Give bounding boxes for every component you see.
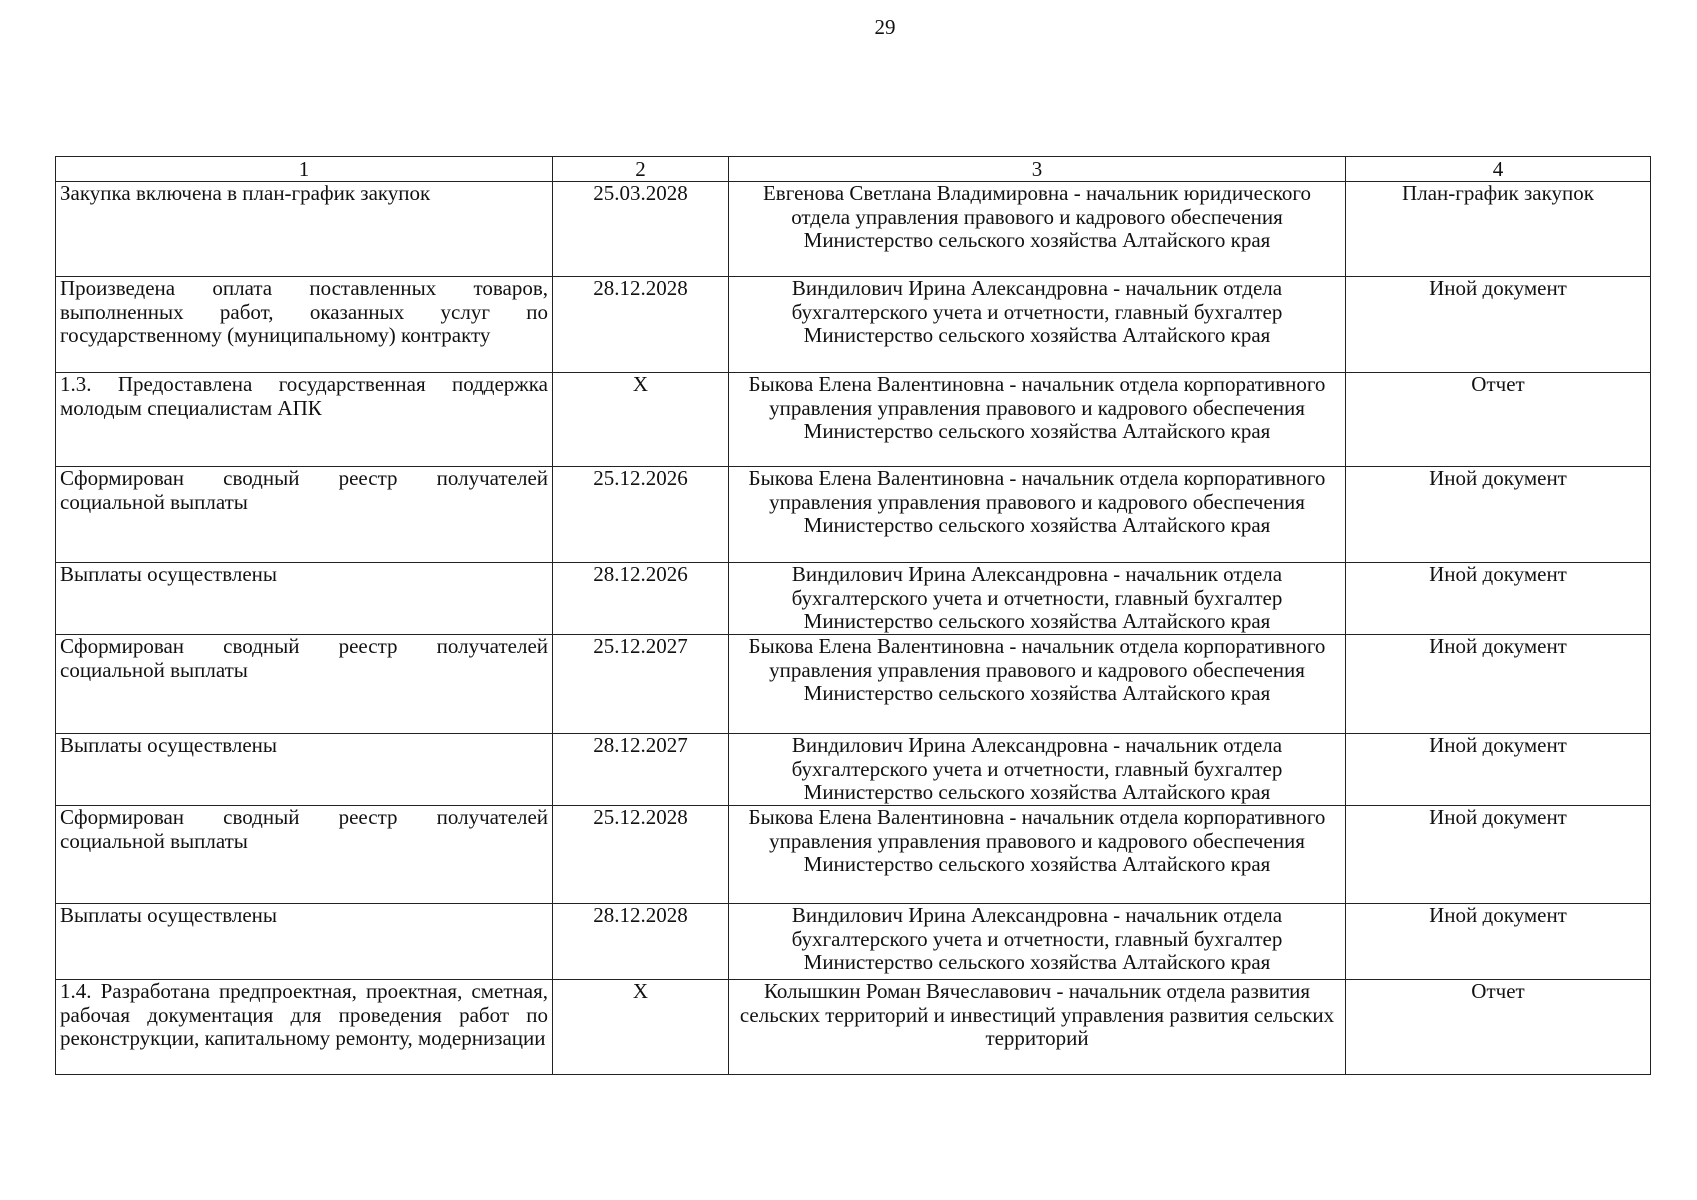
date-cell: 25.12.2026 <box>553 467 729 563</box>
date-cell: 28.12.2028 <box>553 904 729 980</box>
column-header: 3 <box>729 157 1346 182</box>
responsible-cell: Виндилович Ирина Александровна - начальник отдела бухгалтерского учета и отчетности, главный бухгалтер Министерство сельского хозяйства Алтайского края <box>729 734 1346 806</box>
date-cell: 25.12.2027 <box>553 635 729 734</box>
document-cell: Иной документ <box>1346 635 1651 734</box>
date-cell: X <box>553 980 729 1075</box>
event-cell: 1.4. Разработана предпроектная, проектная, сметная, рабочая документация для проведения работ по реконструкции, капитальному ремонту, модернизации <box>56 980 553 1075</box>
event-cell: Закупка включена в план-график закупок <box>56 182 553 277</box>
document-cell: Иной документ <box>1346 904 1651 980</box>
page-number: 29 <box>874 15 896 39</box>
document-cell: Отчет <box>1346 373 1651 467</box>
date-cell: 28.12.2028 <box>553 277 729 373</box>
document-cell: Отчет <box>1346 980 1651 1075</box>
table-header-row <box>56 157 1651 182</box>
date-cell: 28.12.2026 <box>553 563 729 635</box>
event-cell: Выплаты осуществлены <box>56 563 553 635</box>
document-cell: Иной документ <box>1346 734 1651 806</box>
date-cell: X <box>553 373 729 467</box>
document-cell: Иной документ <box>1346 277 1651 373</box>
table-row <box>56 467 1651 563</box>
responsible-cell: Виндилович Ирина Александровна - начальник отдела бухгалтерского учета и отчетности, главный бухгалтер Министерство сельского хозяйства Алтайского края <box>729 563 1346 635</box>
table-row <box>56 734 1651 806</box>
responsible-cell: Колышкин Роман Вячеславович - начальник отдела развития сельских территорий и инвестиций управления развития сельских территорий <box>729 980 1346 1075</box>
responsible-cell: Быкова Елена Валентиновна - начальник отдела корпоративного управления управления правового и кадрового обеспечения Министерство сельского хозяйства Алтайского края <box>729 373 1346 467</box>
document-cell: Иной документ <box>1346 806 1651 904</box>
responsible-cell: Быкова Елена Валентиновна - начальник отдела корпоративного управления управления правового и кадрового обеспечения Министерство сельского хозяйства Алтайского края <box>729 467 1346 563</box>
date-cell: 25.03.2028 <box>553 182 729 277</box>
responsible-cell: Виндилович Ирина Александровна - начальник отдела бухгалтерского учета и отчетности, главный бухгалтер Министерство сельского хозяйства Алтайского края <box>729 904 1346 980</box>
event-cell: Выплаты осуществлены <box>56 904 553 980</box>
event-cell: Выплаты осуществлены <box>56 734 553 806</box>
date-cell: 25.12.2028 <box>553 806 729 904</box>
document-cell: План-график закупок <box>1346 182 1651 277</box>
responsible-cell: Быкова Елена Валентиновна - начальник отдела корпоративного управления управления правового и кадрового обеспечения Министерство сельского хозяйства Алтайского края <box>729 806 1346 904</box>
table-row <box>56 563 1651 635</box>
table-row <box>56 635 1651 734</box>
event-cell: Сформирован сводный реестр получателей социальной выплаты <box>56 635 553 734</box>
responsible-cell: Евгенова Светлана Владимировна - начальник юридического отдела управления правового и кадрового обеспечения Министерство сельского хозяйства Алтайского края <box>729 182 1346 277</box>
event-cell: 1.3. Предоставлена государственная поддержка молодым специалистам АПК <box>56 373 553 467</box>
column-header: 4 <box>1346 157 1651 182</box>
event-cell: Произведена оплата поставленных товаров, выполненных работ, оказанных услуг по государственному (муниципальному) контракту <box>56 277 553 373</box>
schedule-table <box>55 156 1651 1075</box>
table-row <box>56 182 1651 277</box>
table-row <box>56 373 1651 467</box>
responsible-cell: Быкова Елена Валентиновна - начальник отдела корпоративного управления управления правового и кадрового обеспечения Министерство сельского хозяйства Алтайского края <box>729 635 1346 734</box>
table-row <box>56 980 1651 1075</box>
document-cell: Иной документ <box>1346 467 1651 563</box>
date-cell: 28.12.2027 <box>553 734 729 806</box>
event-cell: Сформирован сводный реестр получателей социальной выплаты <box>56 467 553 563</box>
document-cell: Иной документ <box>1346 563 1651 635</box>
column-header: 2 <box>553 157 729 182</box>
table-row <box>56 277 1651 373</box>
table-row <box>56 806 1651 904</box>
responsible-cell: Виндилович Ирина Александровна - начальник отдела бухгалтерского учета и отчетности, главный бухгалтер Министерство сельского хозяйства Алтайского края <box>729 277 1346 373</box>
event-cell: Сформирован сводный реестр получателей социальной выплаты <box>56 806 553 904</box>
table-row <box>56 904 1651 980</box>
column-header: 1 <box>56 157 553 182</box>
